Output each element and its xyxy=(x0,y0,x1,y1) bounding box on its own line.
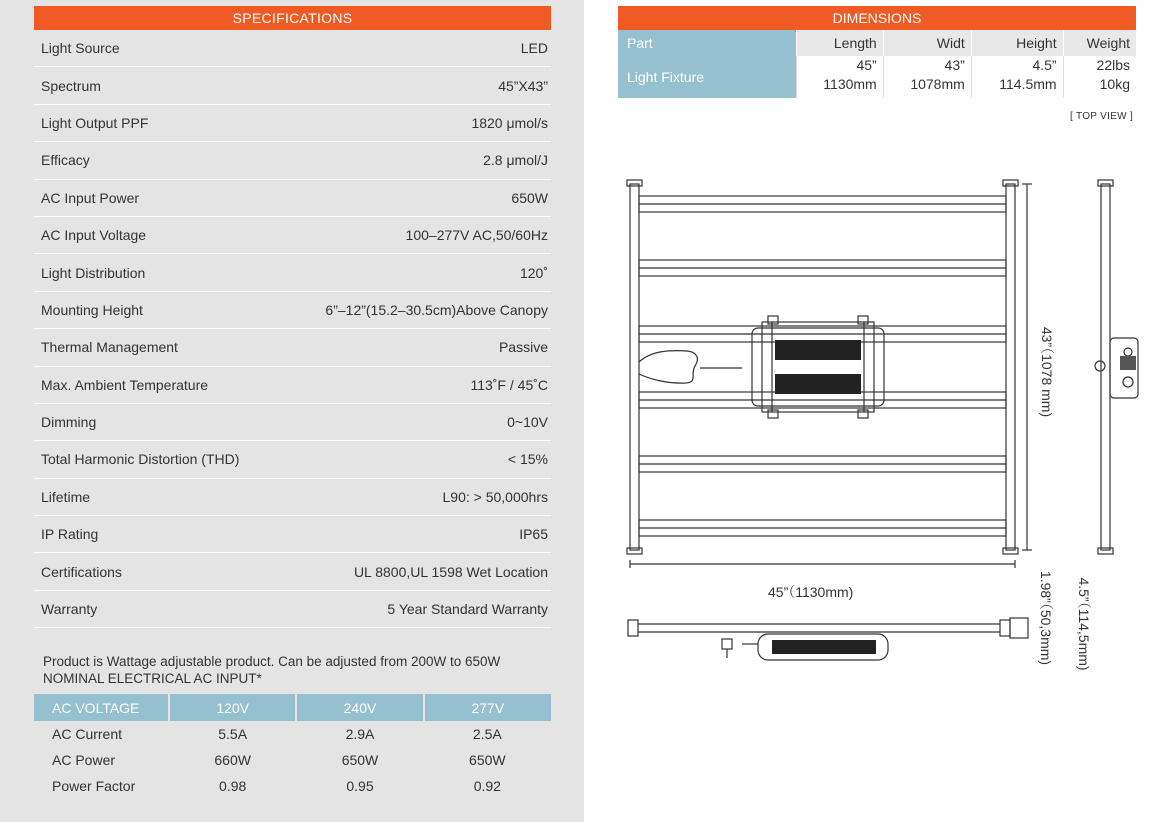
spec-label: Warranty xyxy=(41,601,98,618)
spec-label: AC Input Voltage xyxy=(41,227,147,244)
spec-label: Dimming xyxy=(41,414,97,431)
table-row xyxy=(34,773,551,799)
ac-cell: 5.5A xyxy=(218,726,248,742)
spec-row xyxy=(34,30,551,67)
ac-input-table xyxy=(34,694,551,799)
right-rail xyxy=(1003,180,1018,554)
ac-cell: 0.98 xyxy=(219,778,247,794)
wattage-note xyxy=(43,653,500,687)
spec-row xyxy=(34,292,551,329)
length-dimension-line xyxy=(1022,184,1032,550)
spec-value: L90: > 50,000hrs xyxy=(442,488,548,505)
spec-value: IP65 xyxy=(519,526,548,543)
ac-header-277v: 277V xyxy=(424,694,551,721)
dim-length-in: 45” xyxy=(856,57,877,73)
table-row xyxy=(34,721,551,747)
ac-row-label: AC Current xyxy=(52,726,123,742)
spec-value: < 15% xyxy=(507,451,548,468)
ac-cell: 2.9A xyxy=(345,726,375,742)
dim-weight-lbs: 22lbs xyxy=(1096,57,1130,73)
specifications-list xyxy=(34,30,551,628)
spec-label: Total Harmonic Distortion (THD) xyxy=(41,451,240,468)
ac-cell: 660W xyxy=(214,752,251,768)
power-cable xyxy=(639,351,742,384)
dim-height-cell xyxy=(971,56,1063,98)
spec-value: 650W xyxy=(511,189,548,206)
ac-header-voltage: AC VOLTAGE xyxy=(34,694,169,721)
dimensions-table xyxy=(618,30,1136,98)
light-bars xyxy=(639,196,1006,536)
dim-part-name: Light Fixture xyxy=(618,56,797,98)
spec-row xyxy=(34,67,551,104)
left-rail xyxy=(627,180,642,554)
ac-input-header-row xyxy=(34,694,551,721)
spec-label: IP Rating xyxy=(41,526,99,543)
spec-value: LED xyxy=(520,40,548,57)
ac-cell: 650W xyxy=(469,752,506,768)
table-row xyxy=(618,56,1136,98)
spec-value: 2.8 μmol/J xyxy=(483,152,548,169)
spec-label: Light Output PPF xyxy=(41,114,149,131)
dim-width-mm: 1078mm xyxy=(910,76,965,92)
spec-row xyxy=(34,404,551,441)
fixture-drawing xyxy=(612,176,1152,696)
dim-height-mm: 114.5mm xyxy=(999,76,1057,92)
dim-header-width: Widt xyxy=(883,30,971,56)
ac-row-label: AC Power xyxy=(52,752,116,768)
width-dimension-label: 45”（1130mm) xyxy=(768,584,854,600)
ac-cell: 650W xyxy=(341,752,379,768)
spec-row xyxy=(34,254,551,291)
spec-value: 5 Year Standard Warranty xyxy=(387,601,548,618)
spec-value: 1820 μmol/s xyxy=(471,114,548,131)
dim-width-in: 43” xyxy=(944,57,965,73)
dim-length-mm: 1130mm xyxy=(823,76,877,92)
depth-dimension-label: 1.98”（50,3mm) xyxy=(1038,570,1054,666)
spec-row xyxy=(34,516,551,553)
spec-value: 120˚ xyxy=(519,264,548,281)
spec-value: UL 8800,UL 1598 Wet Location xyxy=(353,563,548,580)
spec-label: Efficacy xyxy=(41,152,90,169)
spec-value: Passive xyxy=(498,339,548,356)
width-dimension-line xyxy=(630,560,1015,568)
spec-label: Light Distribution xyxy=(41,264,146,281)
spec-label: Thermal Management xyxy=(41,339,178,356)
wattage-note-line: Product is Wattage adjustable product. Can be adjusted from 200W to 650W xyxy=(43,654,501,669)
ac-row-label: Power Factor xyxy=(52,778,136,794)
dim-length-cell xyxy=(797,56,884,98)
specifications-title: SPECIFICATIONS xyxy=(34,6,551,30)
dim-header-part: Part xyxy=(618,30,797,56)
driver-front-fins xyxy=(772,640,876,654)
dim-weight-cell xyxy=(1063,56,1136,98)
driver-fins xyxy=(775,340,861,394)
spec-row xyxy=(34,367,551,404)
ac-cell: 2.5A xyxy=(472,726,502,742)
spec-label: Light Source xyxy=(41,40,120,57)
spec-row xyxy=(34,553,551,590)
spec-value: 113˚F / 45˚C xyxy=(470,376,548,393)
dim-height-in: 4.5” xyxy=(1032,57,1057,73)
dimensions-header-row xyxy=(618,30,1136,56)
spec-value: 45”X43” xyxy=(498,77,548,94)
dim-weight-kg: 10kg xyxy=(1099,76,1130,92)
ac-header-120v: 120V xyxy=(169,694,296,721)
spec-label: Spectrum xyxy=(41,77,101,94)
height-dimension-label: 4.5”（114,5mm) xyxy=(1076,577,1092,671)
spec-row xyxy=(34,142,551,179)
spec-row xyxy=(34,329,551,366)
ac-header-240v: 240V xyxy=(296,694,423,721)
ac-cell: 0.95 xyxy=(346,778,374,794)
length-dimension-label: 43”（1078 mm) xyxy=(1039,326,1055,418)
spec-label: AC Input Power xyxy=(41,189,140,206)
spec-value: 6”–12”(15.2–30.5cm)Above Canopy xyxy=(325,301,548,318)
spec-row xyxy=(34,180,551,217)
nominal-input-heading: NOMINAL ELECTRICAL AC INPUT* xyxy=(43,671,262,686)
dim-width-cell xyxy=(883,56,971,98)
dim-header-weight: Weight xyxy=(1063,30,1136,56)
dim-header-height: Height xyxy=(971,30,1063,56)
spec-value: 100–277V AC,50/60Hz xyxy=(405,227,548,244)
top-view-label: [ TOP VIEW ] xyxy=(1070,111,1134,122)
spec-label: Lifetime xyxy=(41,488,91,505)
dim-header-length: Length xyxy=(797,30,884,56)
table-row xyxy=(34,747,551,773)
driver-label-plate xyxy=(1120,356,1136,370)
spec-row xyxy=(34,591,551,628)
spec-label: Mounting Height xyxy=(41,301,143,318)
spec-row xyxy=(34,441,551,478)
ac-cell: 0.92 xyxy=(473,778,501,794)
spec-label: Certifications xyxy=(41,563,122,580)
spec-row xyxy=(34,217,551,254)
dimensions-title: DIMENSIONS xyxy=(618,6,1136,30)
driver-box xyxy=(752,316,884,418)
spec-value: 0~10V xyxy=(507,414,548,431)
spec-row xyxy=(34,479,551,516)
spec-row xyxy=(34,105,551,142)
spec-label: Max. Ambient Temperature xyxy=(41,376,209,393)
